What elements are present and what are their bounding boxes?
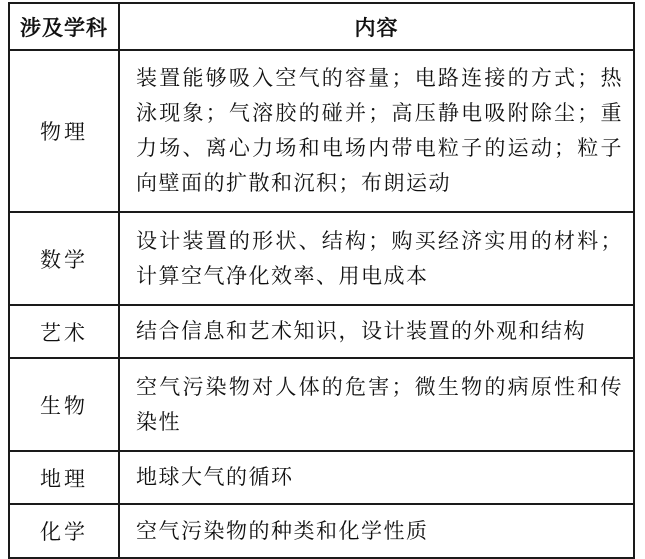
row-content: 空气污染物的种类和化学性质 — [119, 504, 634, 558]
table-row — [9, 504, 634, 558]
row-content: 设计装置的形状、结构；购买经济实用的材料；计算空气净化效率、用电成本 — [119, 212, 634, 305]
subject-content-table — [8, 2, 635, 559]
row-content: 装置能够吸入空气的容量；电路连接的方式；热泳现象；气溶胶的碰并；高压静电吸附除尘；重力场、离心力场和电场内带电粒子的运动；粒子向壁面的扩散和沉积；布朗运动 — [119, 50, 634, 212]
row-content: 空气污染物对人体的危害；微生物的病原性和传染性 — [119, 358, 634, 451]
header-content: 内容 — [119, 3, 634, 50]
table-header-row — [9, 3, 634, 50]
row-subject: 物理 — [9, 50, 119, 212]
row-subject: 化学 — [9, 504, 119, 558]
table-row — [9, 451, 634, 504]
row-subject: 数学 — [9, 212, 119, 305]
row-content: 地球大气的循环 — [119, 451, 634, 504]
row-subject: 艺术 — [9, 305, 119, 358]
table-row — [9, 358, 634, 451]
table-row — [9, 212, 634, 305]
table-row — [9, 305, 634, 358]
header-subject: 涉及学科 — [9, 3, 119, 50]
row-subject: 生物 — [9, 358, 119, 451]
row-subject: 地理 — [9, 451, 119, 504]
document-page — [8, 2, 633, 544]
table-row — [9, 50, 634, 212]
row-content: 结合信息和艺术知识，设计装置的外观和结构 — [119, 305, 634, 358]
